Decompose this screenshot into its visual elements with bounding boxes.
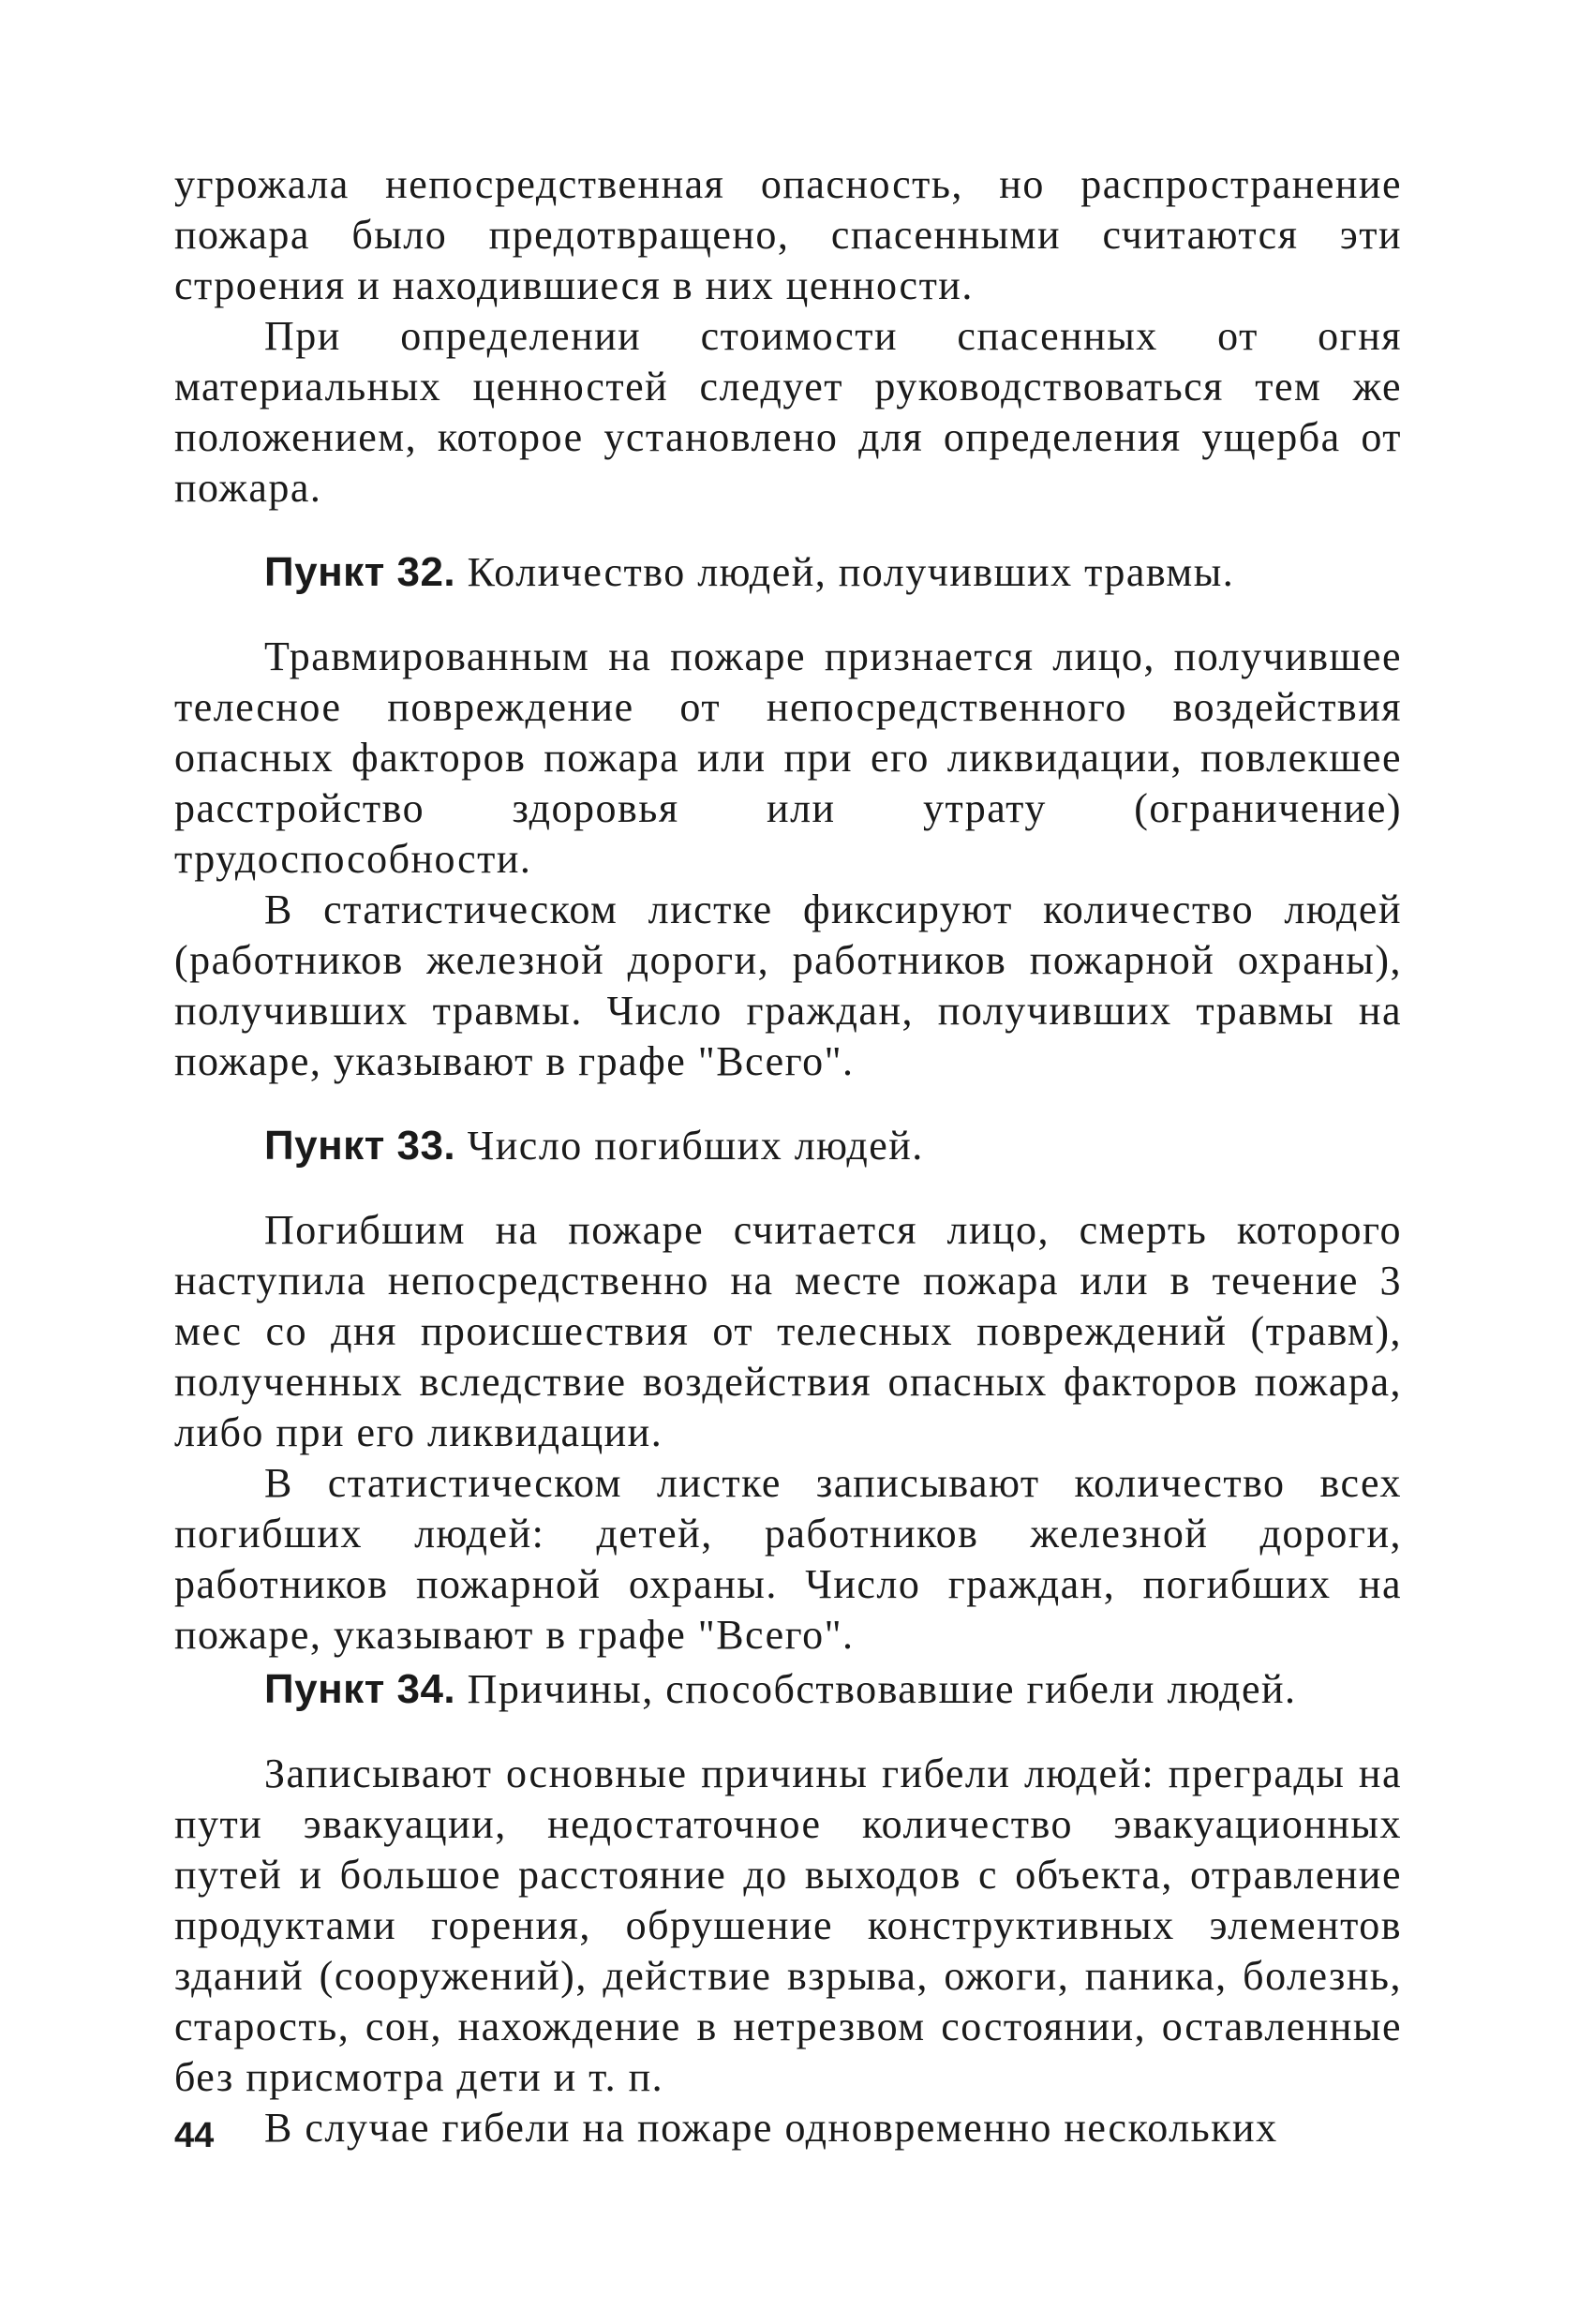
- paragraph-deceased-definition: Погибшим на пожаре считается лицо, смерть которого наступила непосредственно на месте пожара или в течение 3 мес со дня происшествия от телесных повреждений (травм), полученных вследствие воздействия опасных факторов пожара, либо при его ликвидации.: [174, 1207, 1402, 1455]
- page-number: 44: [174, 2116, 215, 2155]
- heading-item-33-label: Пункт 33.: [264, 1123, 456, 1169]
- heading-item-32-label: Пункт 32.: [264, 549, 456, 595]
- heading-item-33-text: Число погибших людей.: [467, 1123, 924, 1169]
- paragraph-multiple-deaths: В случае гибели на пожаре одновременно нескольких: [264, 2105, 1278, 2151]
- heading-item-33: [174, 1121, 1402, 1171]
- heading-item-32: [174, 547, 1402, 598]
- paragraph-continuation: угрожала непосредственная опасность, но распространение пожара было предотвращено, спасенными считаются эти строения и находившиеся в них ценности.: [174, 161, 1402, 308]
- paragraph-injured-record: В статистическом листке фиксируют количество людей (работников железной дороги, работников пожарной охраны), получивших травмы. Число граждан, получивших травмы на пожаре, указывают в графе "Всего".: [174, 886, 1402, 1084]
- paragraph-deceased-record: В статистическом листке записывают количество всех погибших людей: детей, работников железной дороги, работников пожарной охраны. Число граждан, погибших на пожаре, указывают в графе "Всего".: [174, 1460, 1402, 1658]
- heading-item-34-label: Пункт 34.: [264, 1666, 456, 1712]
- heading-item-34-text: Причины, способствовавшие гибели людей.: [467, 1666, 1297, 1712]
- page-body: [174, 159, 1402, 2221]
- paragraph-death-causes: Записывают основные причины гибели людей: преграды на пути эвакуации, недостаточное количество эвакуационных путей и большое расстояние до выходов с объекта, отравление продуктами горения, обрушение конструктивных элементов зданий (сооружений), действие взрыва, ожоги, паника, болезнь, старость, сон, нахождение в нетрезвом состоянии, оставленные без присмотра дети и т. п.: [174, 1750, 1402, 2100]
- paragraph-rescued-valuables: При определении стоимости спасенных от огня материальных ценностей следует руководствоваться тем же положением, которое установлено для определения ущерба от пожара.: [174, 313, 1402, 511]
- heading-item-34: [174, 1664, 1402, 1715]
- heading-item-32-text: Количество людей, получивших травмы.: [467, 549, 1235, 595]
- paragraph-injured-definition: Травмированным на пожаре признается лицо, получившее телесное повреждение от непосредственного воздействия опасных факторов пожара или при его ликвидации, повлекшее расстройство здоровья или утрату (ограничение) трудоспособности.: [174, 633, 1402, 882]
